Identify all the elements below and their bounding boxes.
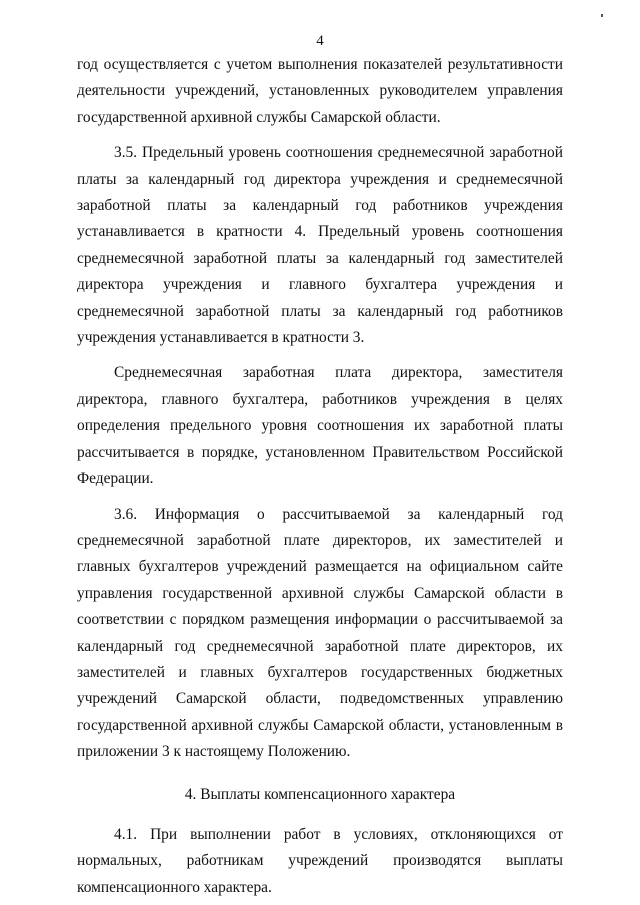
paragraph-continuation: год осуществляется с учетом выполнения показателей результативности деятельности учреждений, установленных руководителем управления государственной архивной службы Самарской области.: [77, 56, 563, 126]
page-number: 4: [316, 33, 324, 49]
paragraph-average-salary: Среднемесячная заработная плата директора, заместителя директора, главного бухгалтера, работников учреждения в целях определения предельного уровня соотношения их заработной платы рассчитывается в порядке, установленном Правительством Российской Федерации.: [77, 364, 563, 488]
paragraph-3-5: 3.5. Предельный уровень соотношения среднемесячной заработной платы за календарный год директора учреждения и среднемесячной заработной платы за календарный год работников учреждения устанавливается в кратности 4. Предельный уровень соотношения среднемесячной заработной платы за календарный год заместителей директора учреждения и главного бухгалтера учреждения и среднемесячной заработной платы за календарный год работников учреждения устанавливается в кратности 3.: [77, 144, 563, 347]
document-body: [77, 52, 563, 901]
scan-mark: [601, 14, 603, 17]
paragraph-4-1: 4.1. При выполнении работ в условиях, отклоняющихся от нормальных, работникам учреждений производятся выплаты компенсационного характера.: [77, 825, 563, 896]
section-heading-4: 4. Выплаты компенсационного характера: [184, 785, 456, 803]
paragraph-3-6: 3.6. Информация о рассчитываемой за календарный год среднемесячной заработной плате директоров, их заместителей и главных бухгалтеров учреждений размещается на официальном сайте управления государственной архивной службы Самарской области в соответствии с порядком размещения информации о рассчитываемой за календарный год среднемесячной заработной плате директоров, их заместителей и главных бухгалтеров государственных бюджетных учреждений Самарской области, подведомственных управлению государственной архивной службы Самарской области, установленным в приложении 3 к настоящему Положению.: [77, 505, 563, 761]
